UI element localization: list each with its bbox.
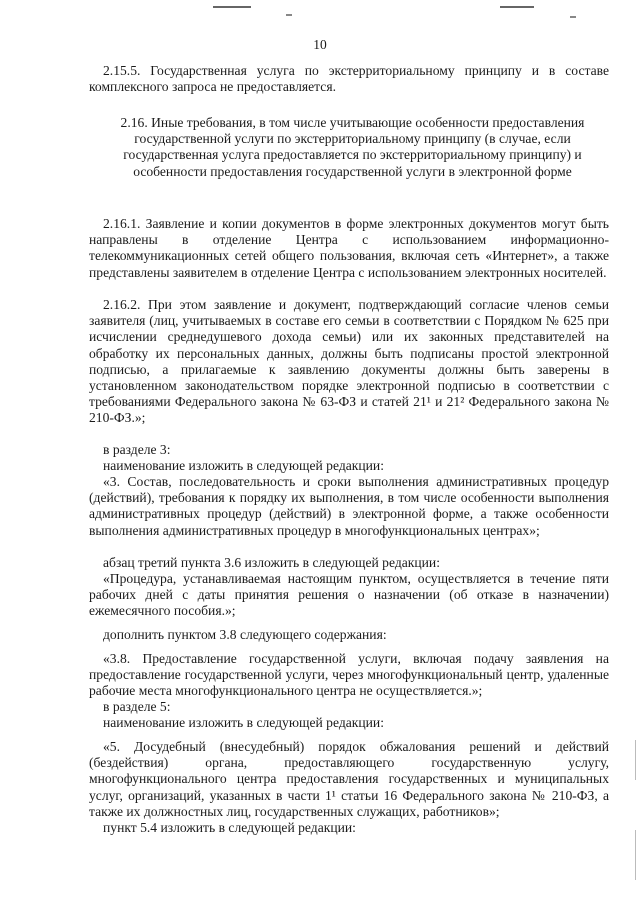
point-3-6-text: «Процедура, устанавливаемая настоящим пунктом, осуществляется в течение пяти рабочих дней с даты принятия решения о назначении (об отказе в назначении) ежемесячного пособия.»; (89, 571, 609, 619)
section-3-intro: в разделе 3: (103, 442, 171, 457)
section-5-name-intro: наименование изложить в следующей редакции: (103, 715, 384, 730)
section-5-name-text: «5. Досудебный (внесудебный) порядок обжалования решений и действий (бездействия) органа, предоставляющего государственную услугу, многофункционального центра предоставления государственных и муниципальных услуг, организаций, указанных в части 1¹ статьи 16 Федерального закона № 210-ФЗ, а также их должностных лиц, государственных служащих, работников»; (89, 739, 609, 819)
section-3-name-text: «3. Состав, последовательность и сроки выполнения административных процедур (действий), требования к порядку их выполнения, в том числе особенности выполнения административных процедур (действий) в электронной форме, а также особенности выполнения административных процедур в многофункциональных центрах»; (89, 474, 609, 538)
section-heading-2-16: 2.16. Иные требования, в том числе учитывающие особенности предоставления государственной услуги по экстерриториальному принципу (в случае, если государственная услуга предоставляется по экстерриториальному принципу) и особенности предоставления государственной услуги в электронной форме (120, 115, 585, 179)
scan-mark (500, 6, 534, 11)
scan-mark (213, 6, 251, 11)
scan-edge (635, 740, 636, 780)
point-3-8-intro: дополнить пунктом 3.8 следующего содержания: (103, 627, 387, 642)
scan-mark (570, 16, 576, 18)
scan-mark (286, 14, 292, 16)
paragraph-2-16-2: 2.16.2. При этом заявление и документ, подтверждающий согласие членов семьи заявителя (лиц, учитываемых в составе его семьи в соответствии с Порядком № 625 при исчислении среднедушевого дохода семьи) или их законных представителей на обработку их персональных данных, должны быть подписаны простой электронной подписью, а прилагаемые к заявлению документы должны быть заверены в установленном законодательством порядке электронной подписью в соответствии с требованиями Федерального закона № 63-ФЗ и статей 21¹ и 21² Федерального закона № 210-ФЗ.»; (89, 297, 609, 426)
section-5-intro: в разделе 5: (103, 699, 171, 714)
point-5-4-intro: пункт 5.4 изложить в следующей редакции: (103, 820, 356, 835)
paragraph-2-16-1: 2.16.1. Заявление и копии документов в форме электронных документов могут быть направлены в отделение Центра с использованием информационно-телекоммуникационных сетей общего пользования, включая сеть «Интернет», а также представлены заявителем в отделение Центра с использованием электронных носителей. (89, 216, 609, 280)
point-3-8-text: «3.8. Предоставление государственной услуги, включая подачу заявления на предоставление государственной услуги, через многофункциональный центр, удаленные рабочие места многофункционального центра не осуществляется.»; (89, 651, 609, 699)
point-3-6-intro: абзац третий пункта 3.6 изложить в следующей редакции: (103, 555, 440, 570)
scan-edge (635, 830, 636, 880)
page-number: 10 (313, 37, 327, 52)
section-3-name-intro: наименование изложить в следующей редакции: (103, 458, 384, 473)
paragraph-2-15-5: 2.15.5. Государственная услуга по экстерриториальному принципу и в составе комплексного запроса не предоставляется. (89, 63, 609, 95)
